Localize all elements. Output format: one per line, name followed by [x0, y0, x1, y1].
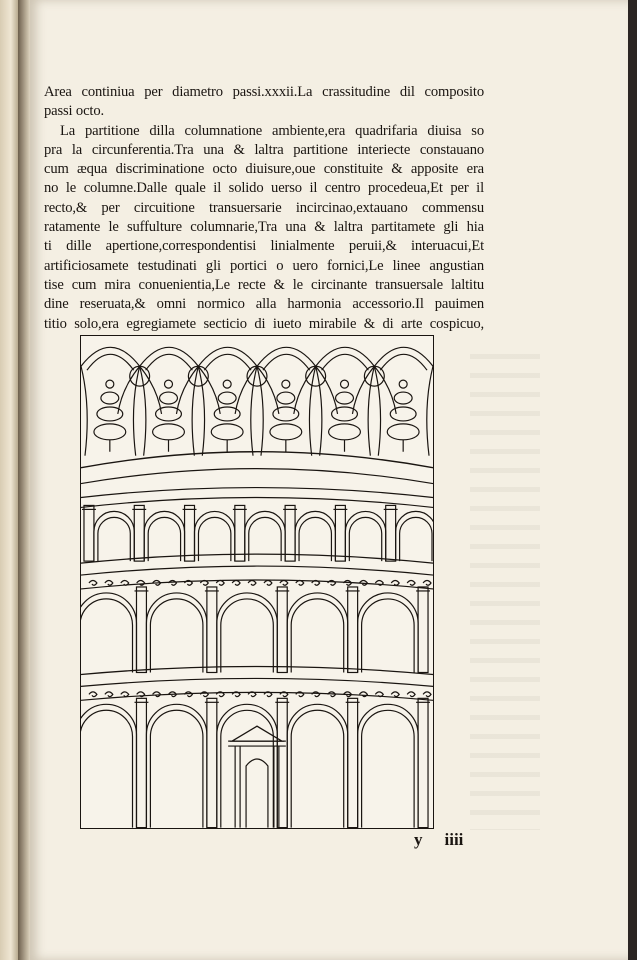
body-text	[44, 83, 484, 334]
text-line-4: pra la circunferentia.Tra una & laltra partitione interiecte constauano	[44, 141, 484, 158]
bleed-through-text	[470, 340, 540, 830]
middle-arcade	[81, 587, 430, 673]
woodcut-colonnade-illustration	[80, 335, 434, 829]
lower-arcade	[81, 698, 430, 827]
facing-page-edge	[0, 0, 18, 960]
signature-mark	[414, 830, 514, 850]
text-line-5: cum æqua discriminatione octo diuisure,oue constituite & apposite era	[44, 161, 484, 178]
page-edge-dark	[628, 0, 637, 960]
text-line-7: recto,& per circuitione transuersarie incircinao,extauano commensu	[44, 199, 484, 216]
text-line-13: titio solo,era egregiamete secticio di iueto mirabile & di arte cospicuo,	[44, 315, 484, 332]
signature-letter: y	[414, 830, 423, 849]
text-line-8: ratamente le suffulture columnarie,Tra una & laltra partitamete gli hia	[44, 219, 484, 236]
text-line-6: no le columne.Dalle quale il solido uerso il centro procedeua,Et per il	[44, 180, 484, 197]
signature-number: iiii	[444, 830, 464, 849]
upper-arcade	[82, 505, 433, 561]
text-line-10: artificiosamete testudinati gli portici o uero fornici,Le linee angustian	[44, 257, 484, 274]
text-line-2: passi octo.	[44, 103, 104, 120]
text-line-1: Area continiua per diametro passi.xxxii.La crassitudine dil composito	[44, 84, 484, 100]
vault-arches	[81, 347, 433, 455]
text-line-9: ti dille apertione,correspondentisi linialmente peruii,& interuacui,Et	[44, 238, 484, 255]
text-line-3: La partitione dilla columnatione ambiente,era quadrifaria diuisa so	[60, 122, 484, 139]
text-line-12: dine reseruata,& omni normico alla harmonia accessorio.Il pauimen	[44, 296, 484, 313]
text-line-11: tise cum mira conuenientia,Le recte & le circinante transuersale laltitu	[44, 276, 484, 293]
